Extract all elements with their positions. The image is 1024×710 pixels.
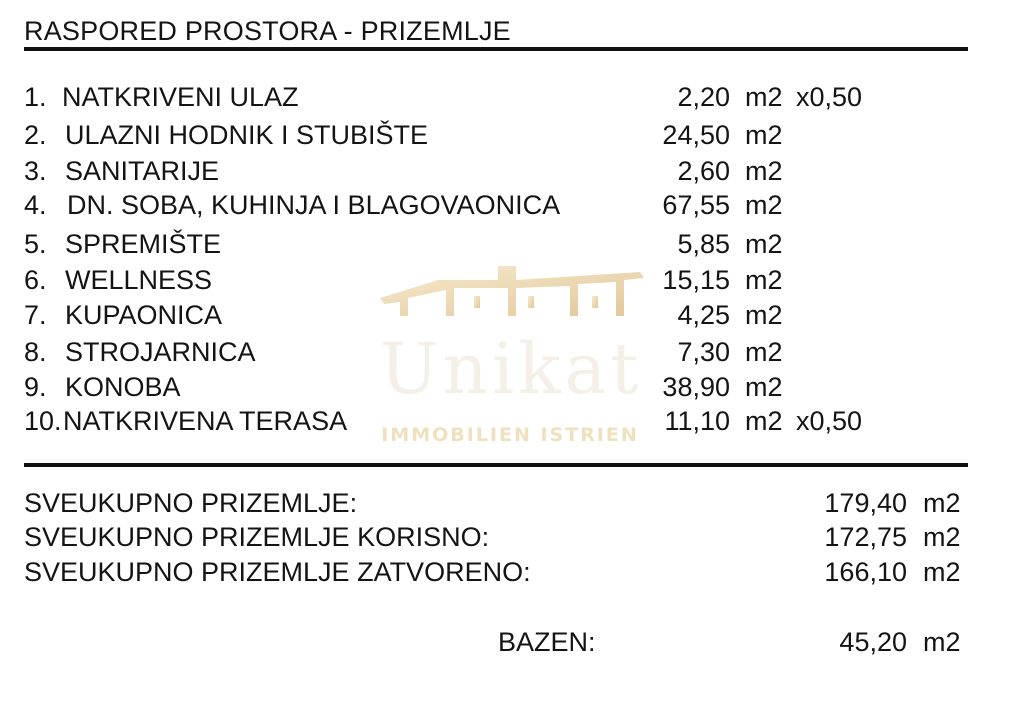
total-label: SVEUKUPNO PRIZEMLJE KORISNO: — [24, 522, 490, 552]
room-area: 7,30 — [677, 337, 730, 367]
total-label: SVEUKUPNO PRIZEMLJE ZATVORENO: — [24, 557, 531, 587]
room-name: STROJARNICA — [65, 337, 256, 367]
room-name: WELLNESS — [65, 265, 213, 295]
room-name: ULAZNI HODNIK I STUBIŠTE — [65, 120, 429, 150]
total-value: 166,10 — [824, 557, 907, 587]
room-name: KONOBA — [65, 372, 181, 402]
pool-label: BAZEN: — [498, 627, 596, 657]
room-name: SPREMIŠTE — [65, 229, 222, 259]
room-row — [0, 120, 1024, 154]
title-divider — [24, 47, 968, 51]
room-number: 5. — [24, 229, 47, 259]
room-number: 1. — [24, 82, 47, 112]
room-factor: x0,50 — [796, 406, 863, 436]
room-row — [0, 82, 1024, 116]
room-row — [0, 337, 1024, 371]
room-area: 67,55 — [662, 190, 730, 220]
room-factor: x0,50 — [796, 82, 863, 112]
room-name: DN. SOBA, KUHINJA I BLAGOVAONICA — [67, 190, 561, 220]
watermark-brand: Unikat — [379, 328, 643, 410]
room-number: 10. — [24, 406, 62, 436]
total-row — [0, 488, 1024, 524]
pool-value: 45,20 — [839, 627, 907, 657]
room-number: 3. — [24, 156, 47, 186]
room-unit: m2 — [745, 372, 783, 402]
room-name: NATKRIVENA TERASA — [63, 406, 348, 436]
room-unit: m2 — [745, 406, 783, 436]
room-number: 9. — [24, 372, 47, 402]
room-row — [0, 156, 1024, 190]
room-name: SANITARIJE — [65, 156, 220, 186]
room-unit: m2 — [745, 82, 783, 112]
room-area: 2,20 — [677, 82, 730, 112]
room-unit: m2 — [745, 156, 783, 186]
room-row — [0, 300, 1024, 334]
room-row — [0, 372, 1024, 406]
room-unit: m2 — [745, 120, 783, 150]
total-row — [0, 522, 1024, 558]
room-number: 8. — [24, 337, 47, 367]
total-row — [0, 557, 1024, 593]
room-name: KUPAONICA — [65, 300, 223, 330]
pool-row — [0, 627, 1024, 663]
room-area: 5,85 — [677, 229, 730, 259]
room-name: NATKRIVENI ULAZ — [62, 82, 299, 112]
room-number: 7. — [24, 300, 47, 330]
pool-unit: m2 — [923, 627, 961, 657]
room-row — [0, 406, 1024, 440]
total-unit: m2 — [923, 488, 961, 518]
totals-divider — [24, 463, 968, 467]
room-row — [0, 229, 1024, 263]
room-unit: m2 — [745, 337, 783, 367]
total-label: SVEUKUPNO PRIZEMLJE: — [24, 488, 358, 518]
room-area: 4,25 — [677, 300, 730, 330]
room-area: 15,15 — [662, 265, 730, 295]
room-row — [0, 265, 1024, 299]
room-area: 2,60 — [677, 156, 730, 186]
room-area: 11,10 — [664, 406, 730, 436]
total-value: 179,40 — [824, 488, 907, 518]
page-title: RASPORED PROSTORA - PRIZEMLJE — [24, 16, 511, 46]
room-area: 38,90 — [662, 372, 730, 402]
watermark-tagline: IMMOBILIEN ISTRIEN — [381, 424, 639, 446]
room-unit: m2 — [745, 300, 783, 330]
total-unit: m2 — [923, 522, 961, 552]
room-unit: m2 — [745, 190, 783, 220]
room-number: 2. — [24, 120, 47, 150]
total-value: 172,75 — [824, 522, 907, 552]
room-number: 4. — [24, 190, 47, 220]
room-row — [0, 190, 1024, 224]
room-number: 6. — [24, 265, 47, 295]
room-unit: m2 — [745, 265, 783, 295]
room-unit: m2 — [745, 229, 783, 259]
room-area: 24,50 — [662, 120, 730, 150]
total-unit: m2 — [923, 557, 961, 587]
